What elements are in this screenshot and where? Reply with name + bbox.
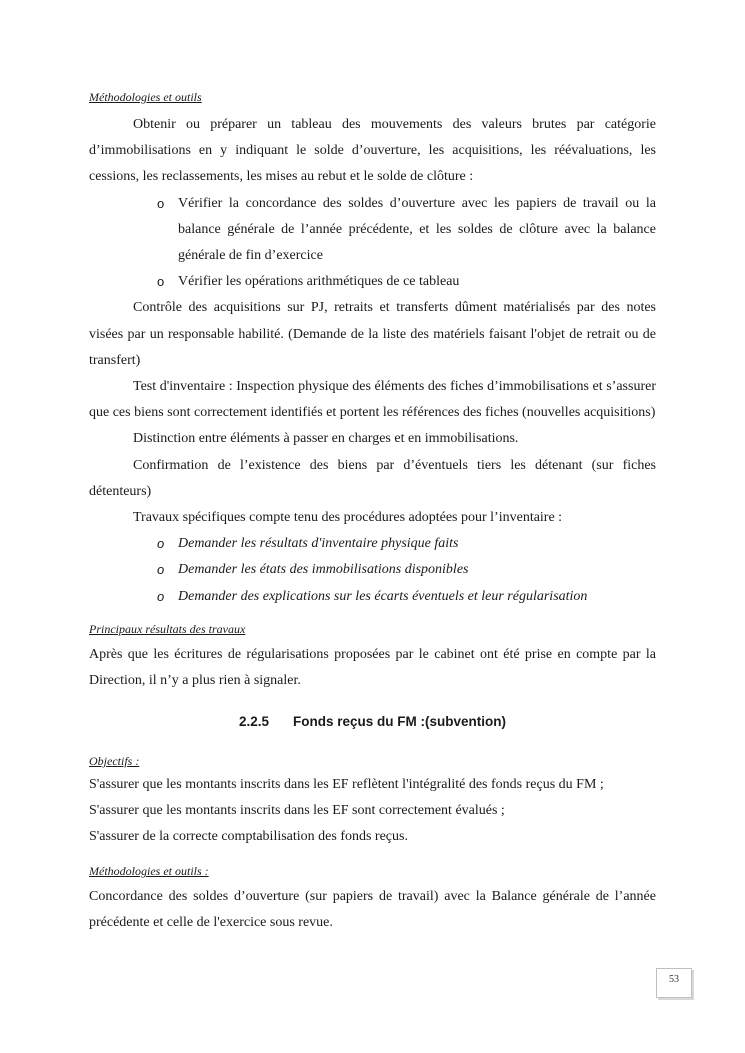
document-page [89, 88, 656, 937]
list-item: o Demander des explications sur les écarts éventuels et leur régularisation [178, 584, 656, 610]
objective-line: S'assurer que les montants inscrits dans les EF sont correctement évalués ; [89, 803, 505, 819]
list-item: o Vérifier les opérations arithmétiques de ce tableau [178, 269, 656, 295]
paragraph-specific-work: Travaux spécifiques compte tenu des procédures adoptées pour l’inventaire : [133, 510, 563, 526]
objective-line: S'assurer que les montants inscrits dans les EF reflètent l'intégralité des fonds reçus du FM ; [89, 777, 604, 793]
section-label-results: Principaux résultats des travaux [89, 621, 246, 636]
objective-line: S'assurer de la correcte comptabilisation des fonds reçus. [89, 829, 408, 845]
paragraph-concordance: Concordance des soldes d’ouverture (sur papiers de travail) avec la Balance générale de l’année précédente et celle de l'exercice sous revue. [89, 889, 656, 931]
list-item: o Demander les résultats d'inventaire physique faits [178, 531, 656, 557]
heading-title: Fonds reçus du FM :(subvention) [293, 714, 507, 730]
section-label-methodologies-2: Méthodologies et outils : [89, 864, 209, 879]
paragraph-distinction: Distinction entre éléments à passer en charges et en immobilisations. [133, 431, 519, 447]
page-number: 53 [656, 968, 692, 998]
section-label-objectives: Objectifs : [89, 754, 140, 769]
list-item: o Vérifier la concordance des soldes d’ouverture avec les papiers de travail ou la balance générale de l’année précédente, et les soldes de clôture avec la balance générale de fin d’exercice [178, 191, 656, 270]
paragraph-inventory-test: Test d'inventaire : Inspection physique des éléments des fiches d’immobilisations et s’assurer que ces biens sont correctement identifiés et portent les références des fiches (nouvelles acquisitions) [89, 379, 656, 421]
section-heading [89, 712, 656, 732]
paragraph-results: Après que les écritures de régularisations proposées par le cabinet ont été prise en compte par la Direction, il n’y a plus rien à signaler. [89, 646, 656, 689]
section-label-methodologies: Méthodologies et outils [89, 90, 202, 104]
heading-number: 2.2.5 [238, 714, 270, 730]
paragraph-intro: Obtenir ou préparer un tableau des mouvements des valeurs brutes par catégorie d’immobilisations en y indiquant le solde d’ouverture, les acquisitions, les réévaluations, les cessions, les reclassements, les mises au rebut et le solde de clôture : [89, 117, 656, 185]
paragraph-confirmation: Confirmation de l’existence des biens par d’éventuels tiers les détenant (sur fiches détenteurs) [89, 457, 656, 499]
paragraph-acquisitions: Contrôle des acquisitions sur PJ, retraits et transferts dûment matérialisés par des notes visées par un responsable habilité. (Demande de la liste des matériels faisant l'objet de retrait ou de transfert) [89, 300, 656, 368]
list-item: o Demander les états des immobilisations disponibles [178, 557, 656, 583]
bullet-list [89, 191, 656, 296]
italic-bullet-list [89, 531, 656, 610]
